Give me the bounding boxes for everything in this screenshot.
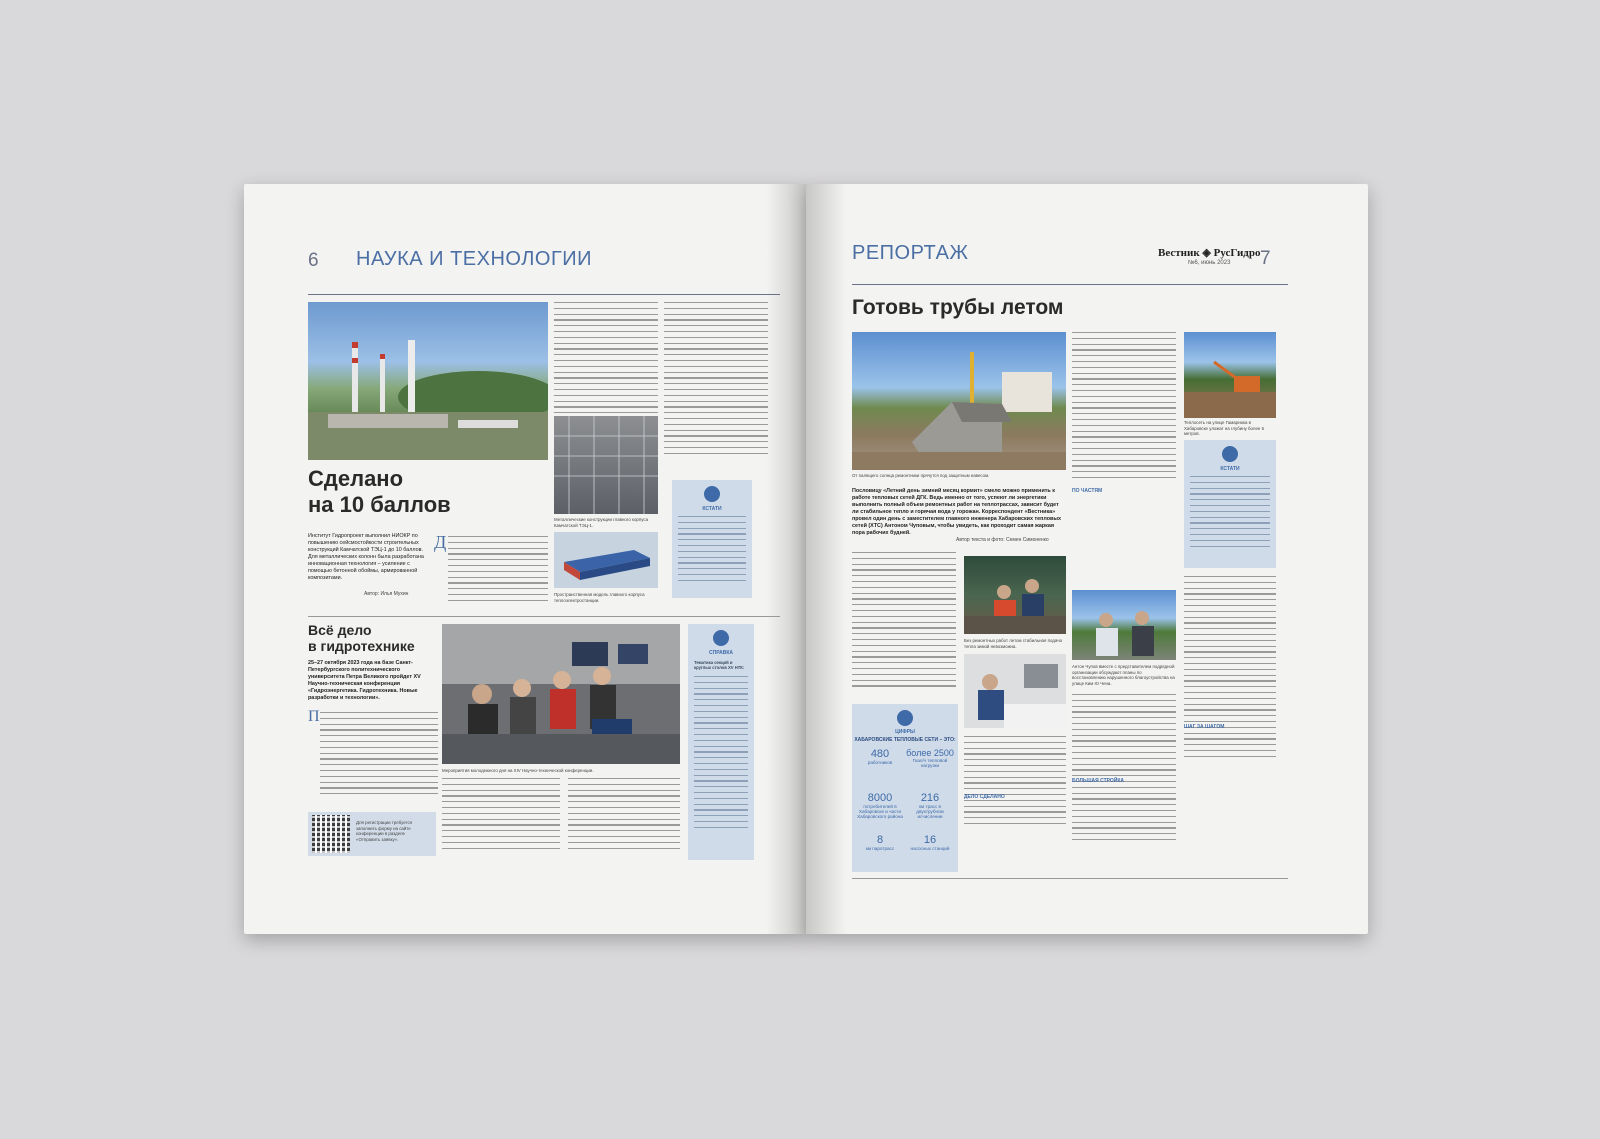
article1-text-col3 bbox=[664, 302, 768, 459]
newspaper-spread bbox=[244, 184, 1368, 934]
issue-date: №6, июнь 2023 bbox=[1188, 260, 1231, 266]
figure-unit: Гкал/ч тепловой нагрузки bbox=[912, 758, 948, 768]
kstati-text bbox=[1190, 476, 1270, 551]
article2-headline bbox=[308, 622, 415, 654]
conference-photo bbox=[442, 624, 680, 764]
headline-line: Всё дело bbox=[308, 622, 372, 638]
headline-line: на 10 баллов bbox=[308, 492, 451, 517]
figure-item bbox=[906, 834, 954, 851]
building-model-photo bbox=[554, 532, 658, 588]
subhead: ПО ЧАСТЯМ bbox=[1072, 488, 1103, 494]
article2-text-col1 bbox=[320, 712, 438, 799]
calculator-icon bbox=[897, 710, 913, 726]
figure-unit: работников bbox=[867, 760, 893, 765]
figures-label: ЦИФРЫ bbox=[895, 729, 915, 735]
photo-caption: Теплосеть на улице Гамарника в Хабаровске уложат на глубину более 5 метров. bbox=[1184, 420, 1265, 436]
spravka-label: СПРАВКА bbox=[709, 650, 733, 656]
figure-value: 480 bbox=[870, 748, 890, 760]
spravka-title: Тематика секций и круглых столов XV НТК: bbox=[694, 660, 745, 671]
subhead: БОЛЬШАЯ СТРОЙКА bbox=[1072, 778, 1125, 784]
figure-item bbox=[856, 748, 904, 765]
figure-value: 8 bbox=[876, 834, 884, 846]
kstati-text bbox=[678, 516, 746, 586]
headline-line: в гидротехнике bbox=[308, 638, 415, 654]
excavation-illustration bbox=[1184, 332, 1276, 418]
repair-site-photo bbox=[852, 332, 1066, 470]
section-title: НАУКА И ТЕХНОЛОГИИ bbox=[356, 248, 593, 270]
page-number: 7 bbox=[1260, 248, 1271, 269]
article1-headline bbox=[308, 466, 451, 518]
figure-value: 16 bbox=[923, 834, 937, 846]
figure-value: 216 bbox=[920, 792, 940, 804]
magnifier-icon bbox=[1222, 446, 1238, 462]
article1-text-col1 bbox=[448, 536, 548, 606]
meeting-photo bbox=[1072, 590, 1176, 660]
subhead: ШАГ ЗА ШАГОМ bbox=[1184, 724, 1225, 730]
article-text-col5 bbox=[1184, 576, 1276, 762]
magnifier-icon bbox=[704, 486, 720, 502]
office-illustration bbox=[964, 654, 1066, 728]
article-text-col2 bbox=[964, 736, 1066, 829]
photo-caption: Без ремонтных работ летом стабильная подача тепла зимой невозможна. bbox=[964, 638, 1062, 649]
figure-item bbox=[856, 792, 904, 819]
repair-site-illustration bbox=[852, 332, 1066, 470]
figure-value: более 2500 bbox=[906, 748, 954, 758]
kstati-box bbox=[1184, 440, 1276, 568]
kstati-label: КСТАТИ bbox=[1220, 466, 1240, 472]
figure-item bbox=[856, 834, 904, 851]
figure-item bbox=[906, 748, 954, 768]
dropcap: Д bbox=[434, 532, 447, 552]
spravka-box bbox=[688, 624, 754, 860]
office-photo bbox=[964, 654, 1066, 728]
left-page bbox=[244, 184, 806, 934]
article1-lead: Институт Гидропроект выполнил НИОКР по повышению сейсмостойкости строительных конструкций Камчатской ТЭЦ-1 до 10 баллов. Для металлических колонн была разработана инновационная технология – усиление с помощью бетонной обоймы, армированной композитами. bbox=[308, 533, 424, 581]
figures-box bbox=[852, 704, 958, 872]
article-author: Автор текста и фото: Семен Симоненко bbox=[956, 537, 1049, 543]
photo-caption: Антон Чупов вместе с представителем подрядной организации обсуждают планы по восстановлению нарушенного благоустройства на улице Ким Ю Чена. bbox=[1072, 664, 1175, 686]
page-number: 6 bbox=[308, 250, 319, 271]
pen-icon bbox=[713, 630, 729, 646]
footer-rule bbox=[852, 878, 1288, 879]
meeting-illustration bbox=[1072, 590, 1176, 660]
kstati-box bbox=[672, 480, 752, 598]
article-text-col4 bbox=[1072, 694, 1176, 845]
figure-unit: потребителей в Хабаровске и части Хабаровского района bbox=[857, 804, 903, 819]
qr-panel bbox=[308, 812, 436, 856]
article-text-col3 bbox=[1072, 332, 1176, 483]
article-lead: Пословицу «Летний день зимний месяц кормит» смело можно применить к работе тепловых сетей ДГК. Ведь именно от того, успеют ли энергетики выполнить полный объем ремонтных работ на теплотрассах, зависит будет ли стабильное тепло и горячая вода у горожан. Корреспондент «Вестника» провел один день с заместителем главного инженера Хабаровских тепловых сетей (ХТС) Антоном Чуповым, чтобы увидеть, как проходит самая жаркая пора рабочих будней. bbox=[852, 488, 1061, 536]
dropcap: П bbox=[308, 708, 320, 725]
right-page bbox=[806, 184, 1368, 934]
article2-text-col3 bbox=[568, 778, 680, 853]
divider bbox=[308, 616, 780, 617]
steel-structure-photo bbox=[554, 416, 658, 514]
steel-structure-illustration bbox=[554, 416, 658, 514]
article2-text-col2 bbox=[442, 778, 560, 853]
workers-pit-illustration bbox=[964, 556, 1066, 634]
photo-caption: Пространственная модель главного корпуса теплоэлектростанции. bbox=[554, 592, 645, 603]
gutter-shadow bbox=[766, 184, 806, 934]
gutter-shadow bbox=[806, 184, 846, 934]
header-rule bbox=[852, 284, 1288, 285]
figure-unit: км паротрасс bbox=[865, 846, 895, 851]
article1-text-col2 bbox=[554, 302, 658, 418]
qr-code-overlay bbox=[312, 815, 350, 853]
building-model-illustration bbox=[554, 532, 658, 588]
section-title: РЕПОРТАЖ bbox=[852, 242, 969, 264]
figure-value: 8000 bbox=[867, 792, 893, 804]
masthead: Вестник ◈ РусГидро bbox=[1158, 247, 1261, 259]
figure-unit: км трасс в двухтрубном исчислении bbox=[916, 804, 944, 819]
article-text-col1 bbox=[852, 552, 956, 691]
article-headline: Готовь трубы летом bbox=[852, 296, 1064, 319]
spravka-list bbox=[694, 676, 748, 833]
qr-text: Для регистрации требуется заполнить форму на сайте конференции в разделе «Отправить заявку». bbox=[356, 820, 413, 842]
workers-pit-photo bbox=[964, 556, 1066, 634]
kstati-label: КСТАТИ bbox=[702, 506, 722, 512]
conference-illustration bbox=[442, 624, 680, 764]
headline-line: Сделано bbox=[308, 466, 404, 491]
photo-caption: Металлические конструкции главного корпуса Камчатской ТЭЦ-1. bbox=[554, 517, 649, 528]
figures-title: ХАБАРОВСКИЕ ТЕПЛОВЫЕ СЕТИ – ЭТО: bbox=[854, 737, 956, 743]
article2-lead: 25–27 октября 2023 года на базе Санкт-Петербургского политехнического университета Петра Великого пройдет XV Научно-техническая конференция «Гидроэнергетика. Гидротехника. Новые разработки и технологии». bbox=[308, 660, 421, 701]
figure-unit: насосных станций bbox=[910, 846, 950, 851]
header-rule bbox=[308, 294, 780, 295]
article1-author: Автор: Илья Мухин bbox=[364, 591, 409, 597]
photo-caption: Мероприятия молодежного дня на XIV Научно-технической конференции. bbox=[442, 768, 594, 773]
excavation-photo bbox=[1184, 332, 1276, 418]
photo-caption: От палящего солнца ремонтники прячутся под защитным навесом. bbox=[852, 473, 990, 478]
subhead: ДЕЛО СДЕЛАНО bbox=[964, 794, 1005, 800]
power-plant-photo bbox=[308, 302, 548, 460]
power-plant-illustration bbox=[308, 302, 548, 460]
figure-item bbox=[906, 792, 954, 819]
